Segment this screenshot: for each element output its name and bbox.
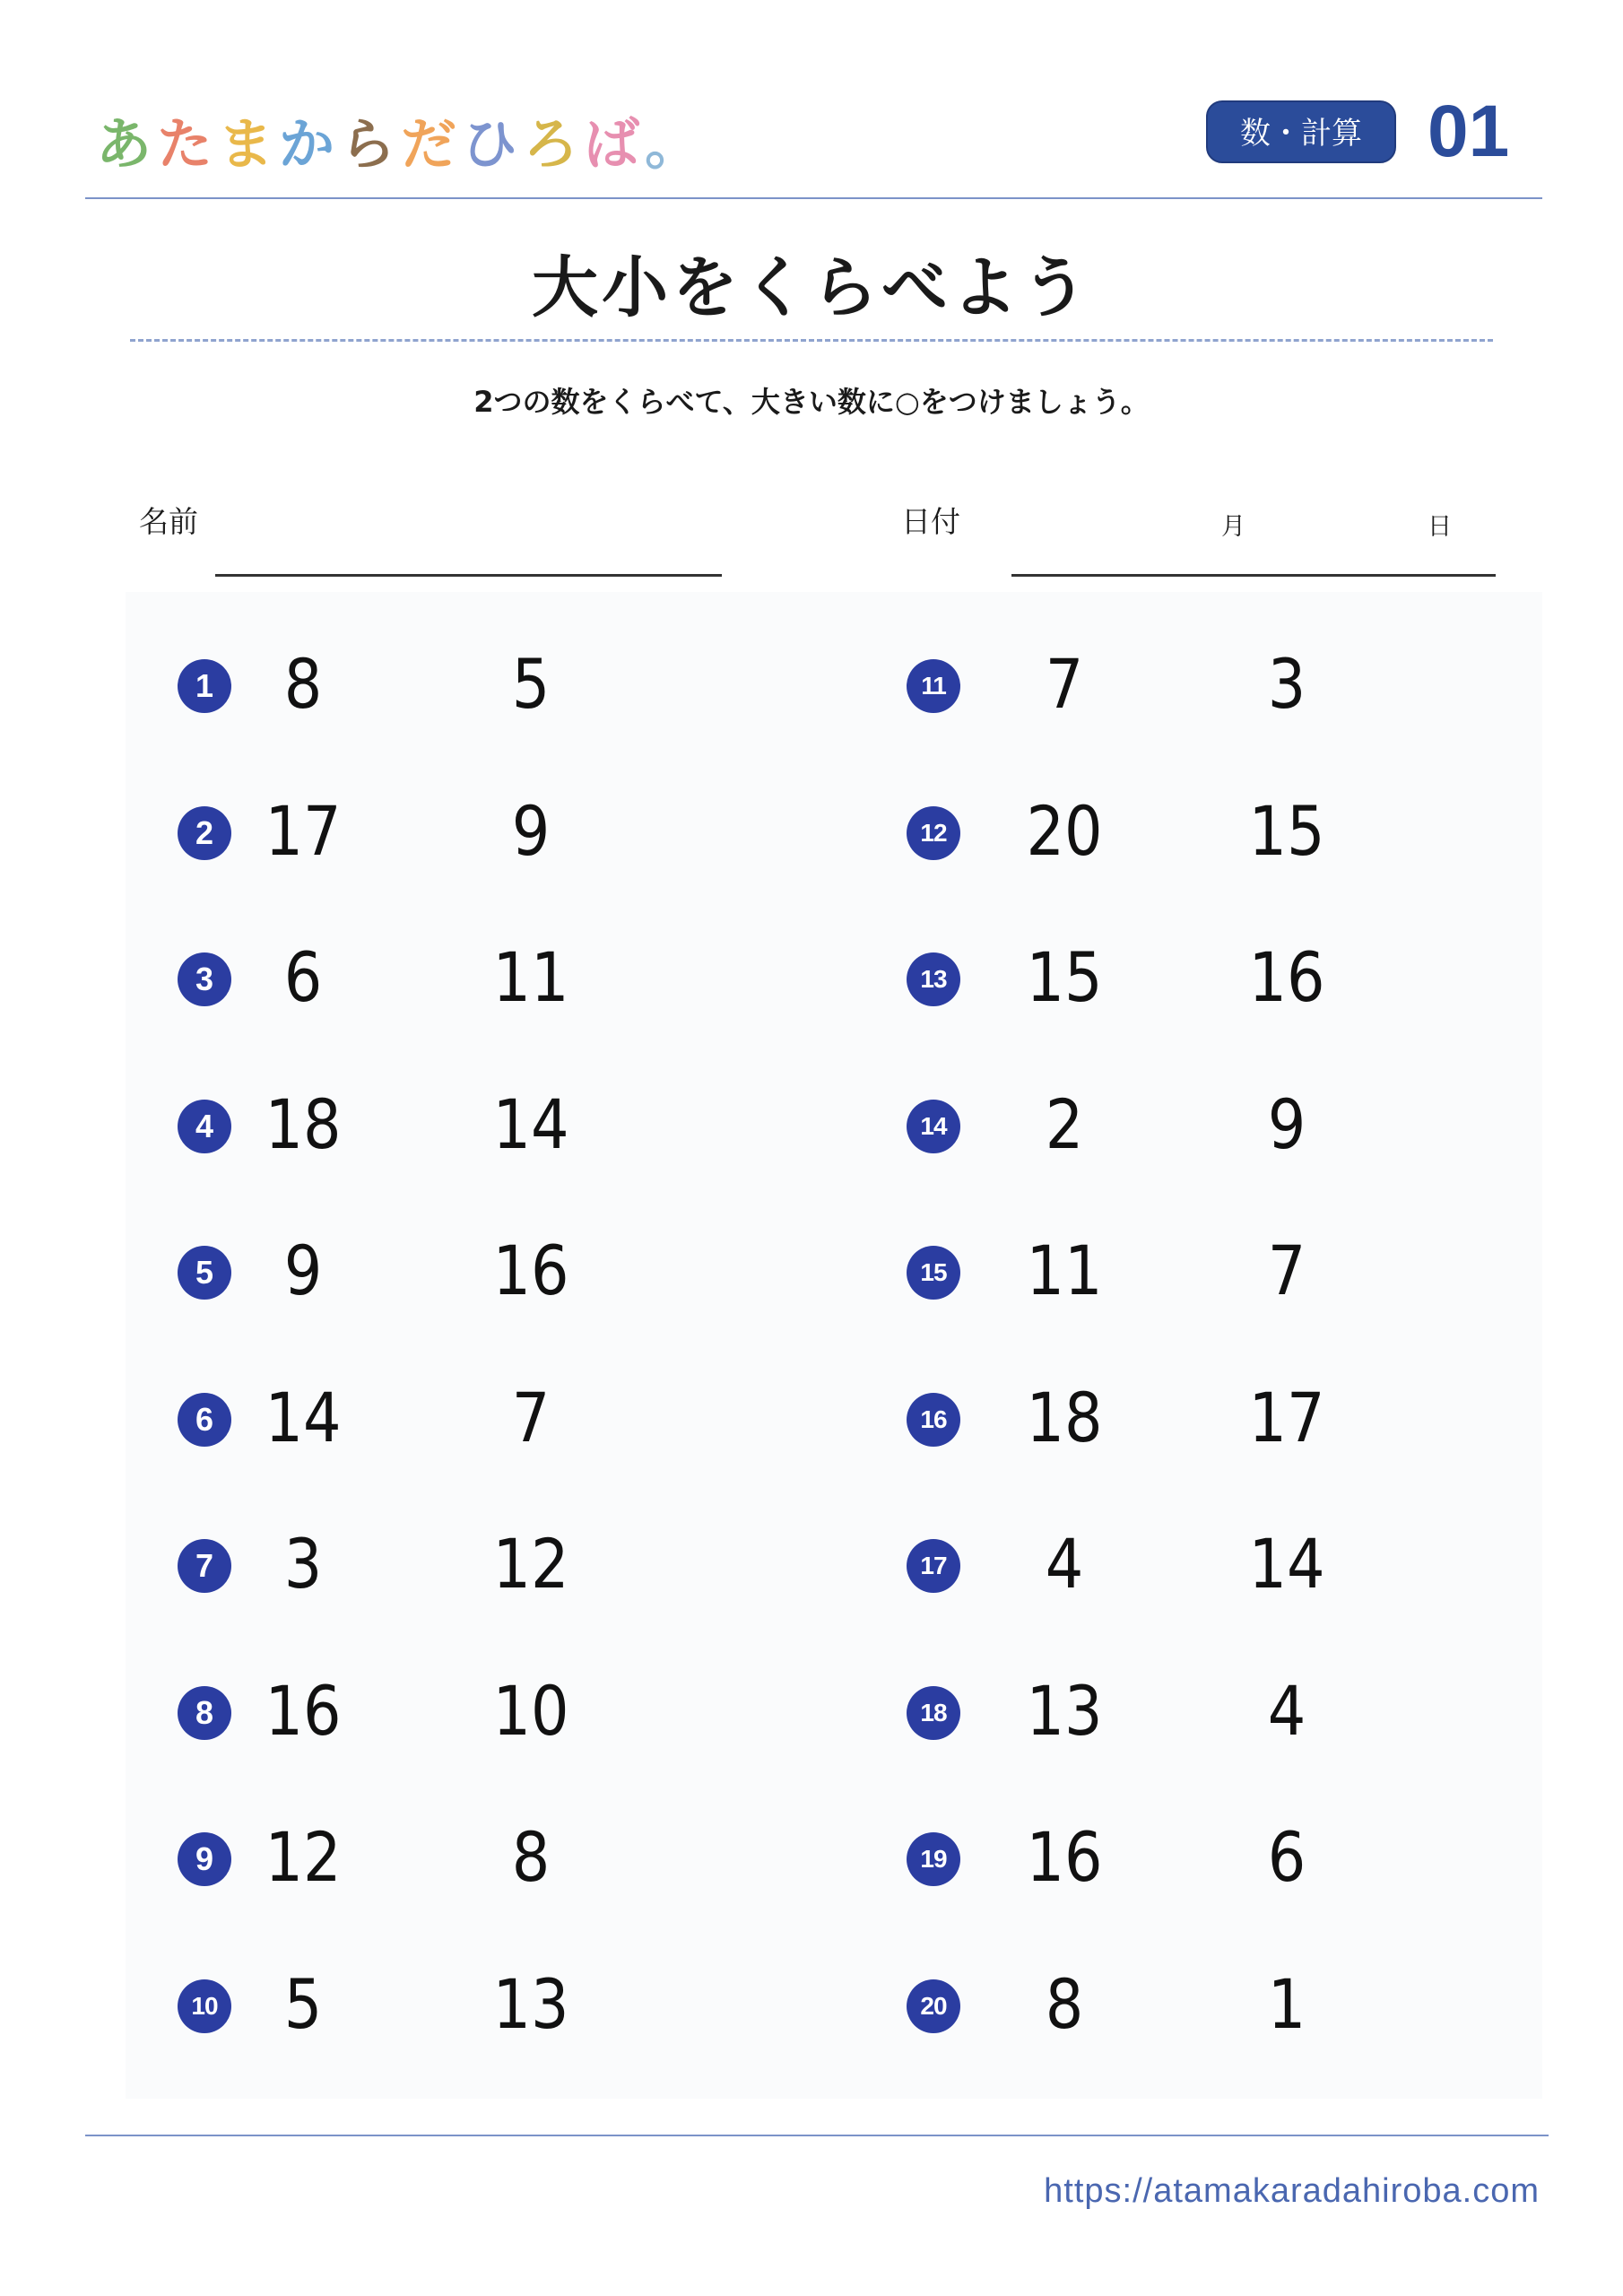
compare-value-left[interactable]: 5 xyxy=(283,1963,323,2044)
problem-row xyxy=(126,1964,753,2110)
problem-row xyxy=(855,1524,1482,1670)
problem-number-badge: 17 xyxy=(907,1539,960,1593)
problem-number-badge: 14 xyxy=(907,1100,960,1153)
logo-char: ば xyxy=(584,111,646,177)
name-field[interactable] xyxy=(215,574,722,577)
compare-value-right[interactable]: 13 xyxy=(492,1963,569,2044)
sheet-number: 01 xyxy=(1428,91,1510,172)
compare-value-right[interactable]: 4 xyxy=(1267,1670,1306,1751)
problem-row xyxy=(126,1231,753,1377)
problem-row xyxy=(126,1378,753,1524)
problem-number-badge: 12 xyxy=(907,806,960,860)
problem-row xyxy=(855,1378,1482,1524)
logo-char: た xyxy=(157,111,219,177)
problem-row xyxy=(126,1671,753,1817)
compare-value-left[interactable]: 16 xyxy=(1026,1817,1103,1897)
logo-char: 。 xyxy=(645,111,707,177)
compare-value-right[interactable]: 6 xyxy=(1267,1817,1306,1897)
header-divider xyxy=(85,197,1542,199)
problem-number-badge: 9 xyxy=(178,1832,231,1886)
logo-char: あ xyxy=(96,111,158,177)
compare-value-right[interactable]: 14 xyxy=(1248,1524,1325,1604)
site-logo xyxy=(96,100,706,179)
page-title: 大小をくらべよう xyxy=(532,249,1091,326)
problem-number-badge: 1 xyxy=(178,659,231,713)
problem-row xyxy=(855,1671,1482,1817)
compare-value-left[interactable]: 15 xyxy=(1026,937,1103,1017)
compare-value-right[interactable]: 16 xyxy=(492,1231,569,1310)
logo-char: ひ xyxy=(462,111,524,177)
problem-number-badge: 6 xyxy=(178,1393,231,1447)
problem-number-badge: 2 xyxy=(178,806,231,860)
problem-row xyxy=(126,644,753,790)
day-label: 日 xyxy=(1428,513,1452,541)
compare-value-left[interactable]: 12 xyxy=(265,1817,342,1897)
compare-value-right[interactable]: 12 xyxy=(492,1524,569,1604)
compare-value-right[interactable]: 8 xyxy=(511,1817,551,1897)
compare-value-right[interactable]: 16 xyxy=(1248,937,1325,1017)
problem-row xyxy=(855,937,1482,1083)
compare-value-left[interactable]: 11 xyxy=(1026,1231,1103,1310)
problem-row xyxy=(855,1084,1482,1231)
compare-value-left[interactable]: 16 xyxy=(265,1670,342,1751)
logo-char: ま xyxy=(218,111,280,177)
problem-row xyxy=(855,1964,1482,2110)
problem-row xyxy=(855,1817,1482,1963)
problem-number-badge: 11 xyxy=(907,659,960,713)
compare-value-right[interactable]: 15 xyxy=(1248,790,1325,871)
date-label: 日付 xyxy=(901,504,960,539)
compare-value-left[interactable]: 14 xyxy=(265,1377,342,1457)
name-label: 名前 xyxy=(139,504,198,539)
compare-value-left[interactable]: 18 xyxy=(265,1083,342,1164)
problem-row xyxy=(126,791,753,937)
compare-value-right[interactable]: 1 xyxy=(1267,1963,1306,2044)
compare-value-right[interactable]: 17 xyxy=(1248,1377,1325,1457)
problem-number-badge: 20 xyxy=(907,1979,960,2033)
compare-value-right[interactable]: 7 xyxy=(511,1377,551,1457)
compare-value-right[interactable]: 10 xyxy=(492,1670,569,1751)
problem-row xyxy=(855,791,1482,937)
title-divider xyxy=(130,339,1493,342)
problem-row xyxy=(855,1231,1482,1377)
problem-grid xyxy=(126,592,1542,2099)
problem-row xyxy=(855,644,1482,790)
date-field[interactable] xyxy=(1011,574,1496,577)
compare-value-left[interactable]: 8 xyxy=(283,644,323,724)
footer-divider xyxy=(85,2135,1549,2136)
logo-char: ろ xyxy=(523,111,585,177)
logo-char: だ xyxy=(401,111,463,177)
compare-value-left[interactable]: 20 xyxy=(1026,790,1103,871)
compare-value-left[interactable]: 17 xyxy=(265,790,342,871)
logo-char: か xyxy=(279,111,341,177)
problem-number-badge: 18 xyxy=(907,1686,960,1740)
compare-value-right[interactable]: 11 xyxy=(492,937,569,1017)
compare-value-right[interactable]: 5 xyxy=(511,644,551,724)
compare-value-left[interactable]: 13 xyxy=(1026,1670,1103,1751)
compare-value-left[interactable]: 6 xyxy=(283,937,323,1017)
compare-value-left[interactable]: 9 xyxy=(283,1231,323,1310)
site-url-link[interactable]: https://atamakaradahiroba.com xyxy=(1044,2172,1540,2210)
compare-value-left[interactable]: 7 xyxy=(1045,644,1084,724)
problem-number-badge: 16 xyxy=(907,1393,960,1447)
compare-value-right[interactable]: 14 xyxy=(492,1083,569,1164)
compare-value-left[interactable]: 8 xyxy=(1045,1963,1084,2044)
compare-value-left[interactable]: 3 xyxy=(283,1524,323,1604)
problem-number-badge: 19 xyxy=(907,1832,960,1886)
compare-value-right[interactable]: 9 xyxy=(1267,1083,1306,1164)
problem-row xyxy=(126,1817,753,1963)
problem-number-badge: 4 xyxy=(178,1100,231,1153)
problem-number-badge: 10 xyxy=(178,1979,231,2033)
problem-number-badge: 5 xyxy=(178,1246,231,1300)
problem-number-badge: 15 xyxy=(907,1246,960,1300)
category-badge: 数・計算 xyxy=(1206,100,1396,163)
problem-number-badge: 13 xyxy=(907,952,960,1006)
compare-value-right[interactable]: 3 xyxy=(1267,644,1306,724)
problem-row xyxy=(126,937,753,1083)
problem-number-badge: 7 xyxy=(178,1539,231,1593)
compare-value-left[interactable]: 18 xyxy=(1026,1377,1103,1457)
problem-row xyxy=(126,1084,753,1231)
compare-value-right[interactable]: 9 xyxy=(511,790,551,871)
problem-number-badge: 3 xyxy=(178,952,231,1006)
compare-value-left[interactable]: 4 xyxy=(1045,1524,1084,1604)
compare-value-left[interactable]: 2 xyxy=(1045,1083,1084,1164)
page-header xyxy=(85,85,1542,197)
logo-char: ら xyxy=(340,111,402,177)
problem-number-badge: 8 xyxy=(178,1686,231,1740)
instruction-text: 2つの数をくらべて、大きい数に○をつけましょう。 xyxy=(473,385,1150,419)
month-label: 月 xyxy=(1221,513,1245,541)
compare-value-right[interactable]: 7 xyxy=(1267,1231,1306,1310)
problem-row xyxy=(126,1524,753,1670)
